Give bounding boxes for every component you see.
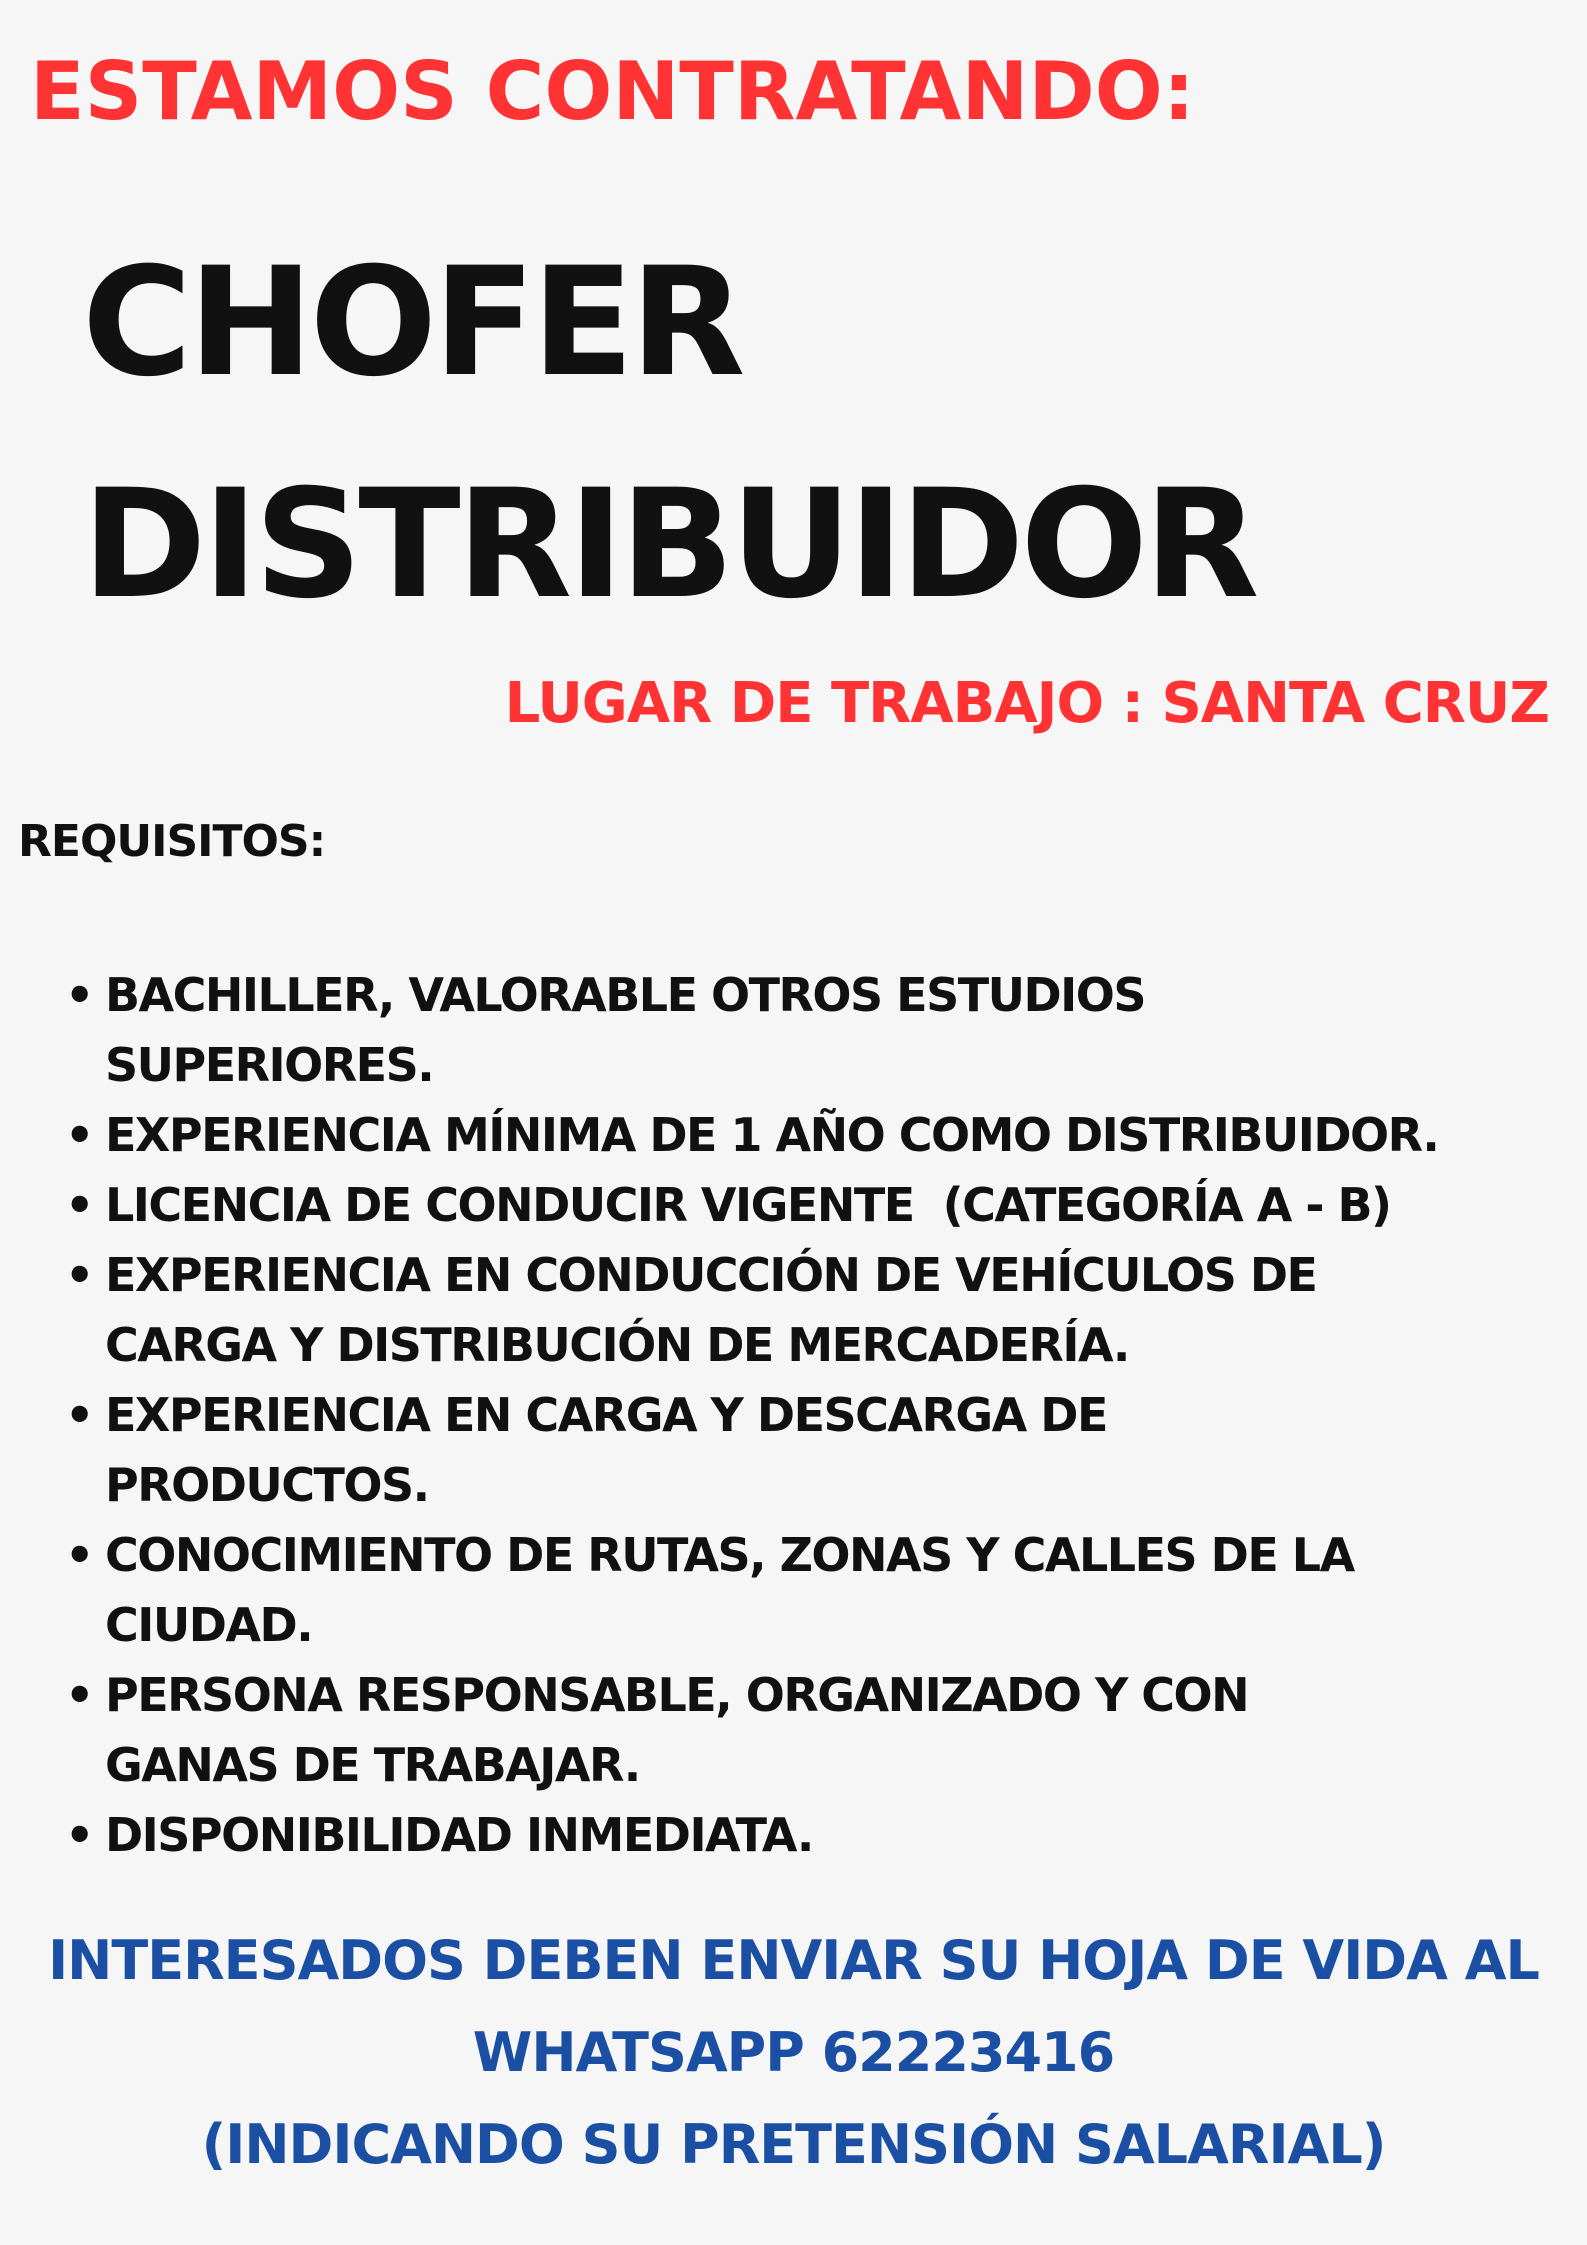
bullet-icon: • [65, 1668, 93, 1722]
requirement-item [60, 1380, 1575, 1520]
requirement-line1: EXPERIENCIA EN CONDUCCIÓN DE VEHÍCULOS DE [105, 1248, 1317, 1302]
requirements-list [60, 960, 1560, 1870]
requirement-line1: DISPONIBILIDAD INMEDIATA. [105, 1808, 813, 1862]
job-title-line1: CHOFER [82, 236, 742, 410]
requirement-line1: PERSONA RESPONSABLE, ORGANIZADO Y CON [105, 1668, 1249, 1722]
requirement-line1: EXPERIENCIA EN CARGA Y DESCARGA DE [105, 1388, 1107, 1442]
contact-info [0, 1915, 1587, 2191]
requirement-line2: GANAS DE TRABAJAR. [105, 1738, 640, 1792]
bullet-icon: • [65, 968, 93, 1022]
requirement-item [60, 1800, 1575, 1870]
bullet-icon: • [65, 1178, 93, 1232]
requirement-item [60, 1660, 1575, 1800]
requirement-item [60, 1520, 1575, 1660]
requirement-line1: BACHILLER, VALORABLE OTROS ESTUDIOS [105, 968, 1145, 1022]
requirement-line2: PRODUCTOS. [105, 1458, 429, 1512]
requirement-item [60, 1240, 1575, 1380]
requirement-line2: CARGA Y DISTRIBUCIÓN DE MERCADERÍA. [105, 1318, 1129, 1372]
bullet-icon: • [65, 1808, 93, 1862]
requirement-item [60, 960, 1575, 1100]
requirement-line1: CONOCIMIENTO DE RUTAS, ZONAS Y CALLES DE LA [105, 1528, 1354, 1582]
requirement-line2: CIUDAD. [105, 1598, 313, 1652]
requirement-line1: LICENCIA DE CONDUCIR VIGENTE (CATEGORÍA A - B) [105, 1178, 1391, 1232]
contact-line1: INTERESADOS DEBEN ENVIAR SU HOJA DE VIDA AL [48, 1929, 1539, 1992]
job-title-line2: DISTRIBUIDOR [82, 458, 1256, 632]
headline: ESTAMOS CONTRATANDO: [30, 45, 1195, 138]
requirement-line2: SUPERIORES. [105, 1038, 434, 1092]
requirements-heading: REQUISITOS: [18, 816, 326, 867]
work-location: LUGAR DE TRABAJO : SANTA CRUZ [504, 671, 1549, 736]
contact-line3: (INDICANDO SU PRETENSIÓN SALARIAL) [201, 2113, 1386, 2176]
bullet-icon: • [65, 1388, 93, 1442]
bullet-icon: • [65, 1528, 93, 1582]
bullet-icon: • [65, 1248, 93, 1302]
requirement-item [60, 1170, 1575, 1240]
requirement-line1: EXPERIENCIA MÍNIMA DE 1 AÑO COMO DISTRIBUIDOR. [105, 1108, 1439, 1162]
whatsapp-number: WHATSAPP 62223416 [472, 2021, 1115, 2084]
requirement-item [60, 1100, 1575, 1170]
bullet-icon: • [65, 1108, 93, 1162]
